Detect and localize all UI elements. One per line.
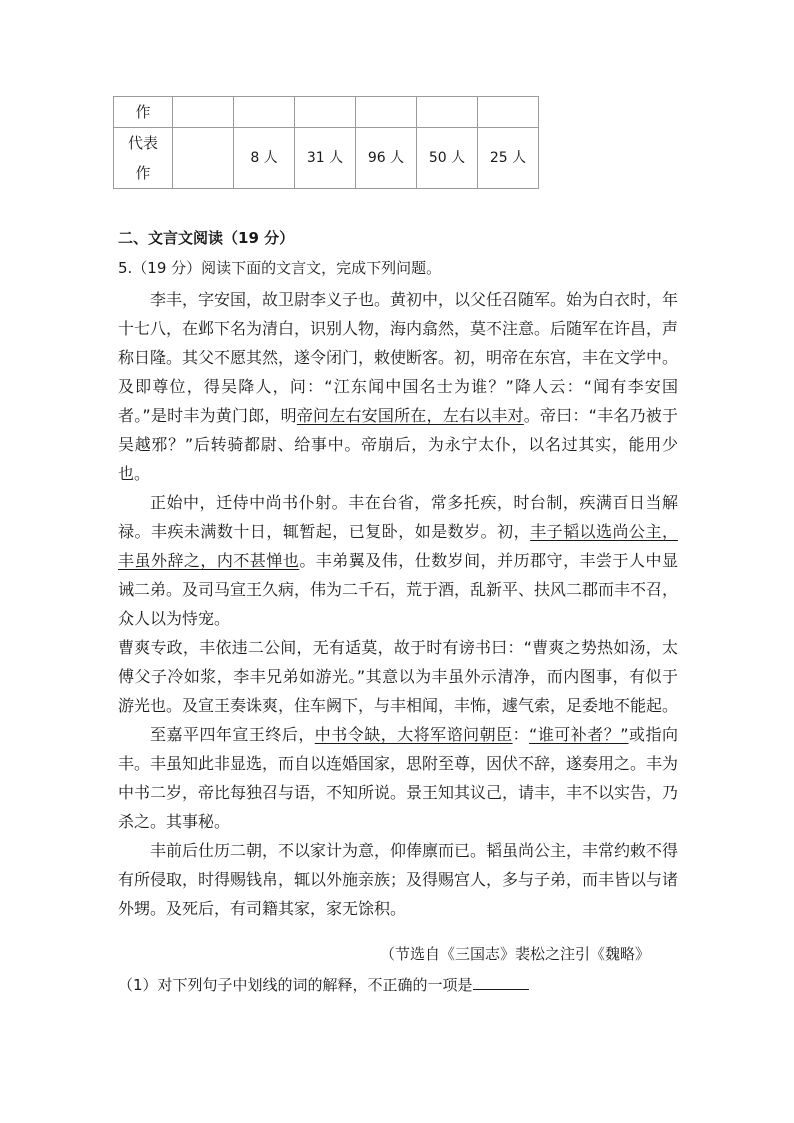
table-cell xyxy=(478,97,539,128)
classical-passage xyxy=(118,285,678,923)
underlined-sentence: 中书令缺，大将军谘问朝臣 xyxy=(314,725,513,744)
source-citation: （节选自《三国志》裴松之注引《魏略》 xyxy=(380,945,651,963)
table-cell xyxy=(356,97,417,128)
table-cell: 50 人 xyxy=(417,128,478,189)
table-cell: 8 人 xyxy=(234,128,295,189)
paragraph-3: 曹爽专政，丰依违二公间，无有适莫，故于时有谤书曰：“曹爽之势热如汤，太傅父子冷如浆，李丰兄弟如游光。”其意以为丰虽外示清净，而内图事，有似于游光也。及宣王奏诛爽，住车阙下，与丰相闻，丰怖，遽气索，足委地不能起。 xyxy=(118,638,679,715)
row-label-cell xyxy=(114,97,173,128)
row-label-cell xyxy=(114,128,173,189)
table-cell: 25 人 xyxy=(478,128,539,189)
table-cell: 31 人 xyxy=(295,128,356,189)
section-title: 二、文言文阅读（19 分） xyxy=(118,229,295,247)
table-cell: 96 人 xyxy=(356,128,417,189)
row-label: 作 xyxy=(135,103,151,121)
table-cell xyxy=(173,128,234,189)
paragraph-2: 正始中，迁侍中尚书仆射。丰在台省，常多托疾，时台制，疾满百日当解禄。丰疾未满数十日，辄暂起，已复卧，如是数岁。初，丰子韬以选尚公主，丰虽外辞之，内不甚惮也。丰弟翼及伟，仕数岁间，并历郡守，丰尝于人中显诫二弟。及司马宣王久病，伟为二千石，荒于酒，乱新平、扶风二郡而丰不召，众人以为恃宠。 xyxy=(118,493,679,628)
table-cell xyxy=(234,97,295,128)
paragraph-4: 至嘉平四年宣王终后，中书令缺，大将军谘问朝臣：“谁可补者？”或指向丰。丰虽知此非显选，而自以连婚国家，思附至尊，因伏不辞，遂奏用之。丰为中书二岁，帝比每独召与语，不知所说。景王知其议己，请丰，丰不以实告，乃杀之。其事秘。 xyxy=(118,725,679,831)
question-intro: 5.（19 分）阅读下面的文言文，完成下列问题。 xyxy=(118,259,442,277)
row-label-line2: 作 xyxy=(135,164,151,182)
underlined-sentence: 丰子韬以选尚公主，丰虽外辞之，内不甚惮也 xyxy=(118,522,678,570)
table-cell xyxy=(417,97,478,128)
paragraph-1: 李丰，字安国，故卫尉李义子也。黄初中，以父任召随军。始为白衣时，年十七八，在邺下名为清白，识别人物，海内翕然，莫不注意。后随军在许昌，声称日隆。其父不愿其然，遂令闭门，敕使断客。初，明帝在东宫，丰在文学中。及即尊位，得吴降人，问：“江东闻中国名士为谁？”降人云：“闻有李安国者。”是时丰为黄门郎，明帝问左右安国所在，左右以丰对。帝曰：“丰名乃被于吴越邪？”后转骑都尉、给事中。帝崩后，为永宁太仆，以名过其实，能用少也。 xyxy=(118,290,679,483)
table-cell xyxy=(173,97,234,128)
table-row xyxy=(114,97,539,128)
sub-question-1: （1）对下列句子中划线的词的解释，不正确的一项是 xyxy=(118,973,529,997)
table-row xyxy=(114,128,539,189)
row-label-line1: 代表 xyxy=(127,134,158,152)
table-cell xyxy=(295,97,356,128)
underlined-sentence: 帝问左右安国所在，左右以丰对 xyxy=(296,406,524,425)
answer-blank[interactable] xyxy=(473,973,529,990)
stats-table xyxy=(113,96,539,189)
paragraph-5: 丰前后仕历二朝，不以家计为意，仰俸廪而已。韬虽尚公主，丰常约敕不得有所侵取，时得赐钱帛，辄以外施亲族；及得赐宫人，多与子弟，而丰皆以与诸外甥。及死后，有司籍其家，家无馀积。 xyxy=(118,841,679,918)
underlined-sentence: “谁可补者？” xyxy=(529,725,629,744)
